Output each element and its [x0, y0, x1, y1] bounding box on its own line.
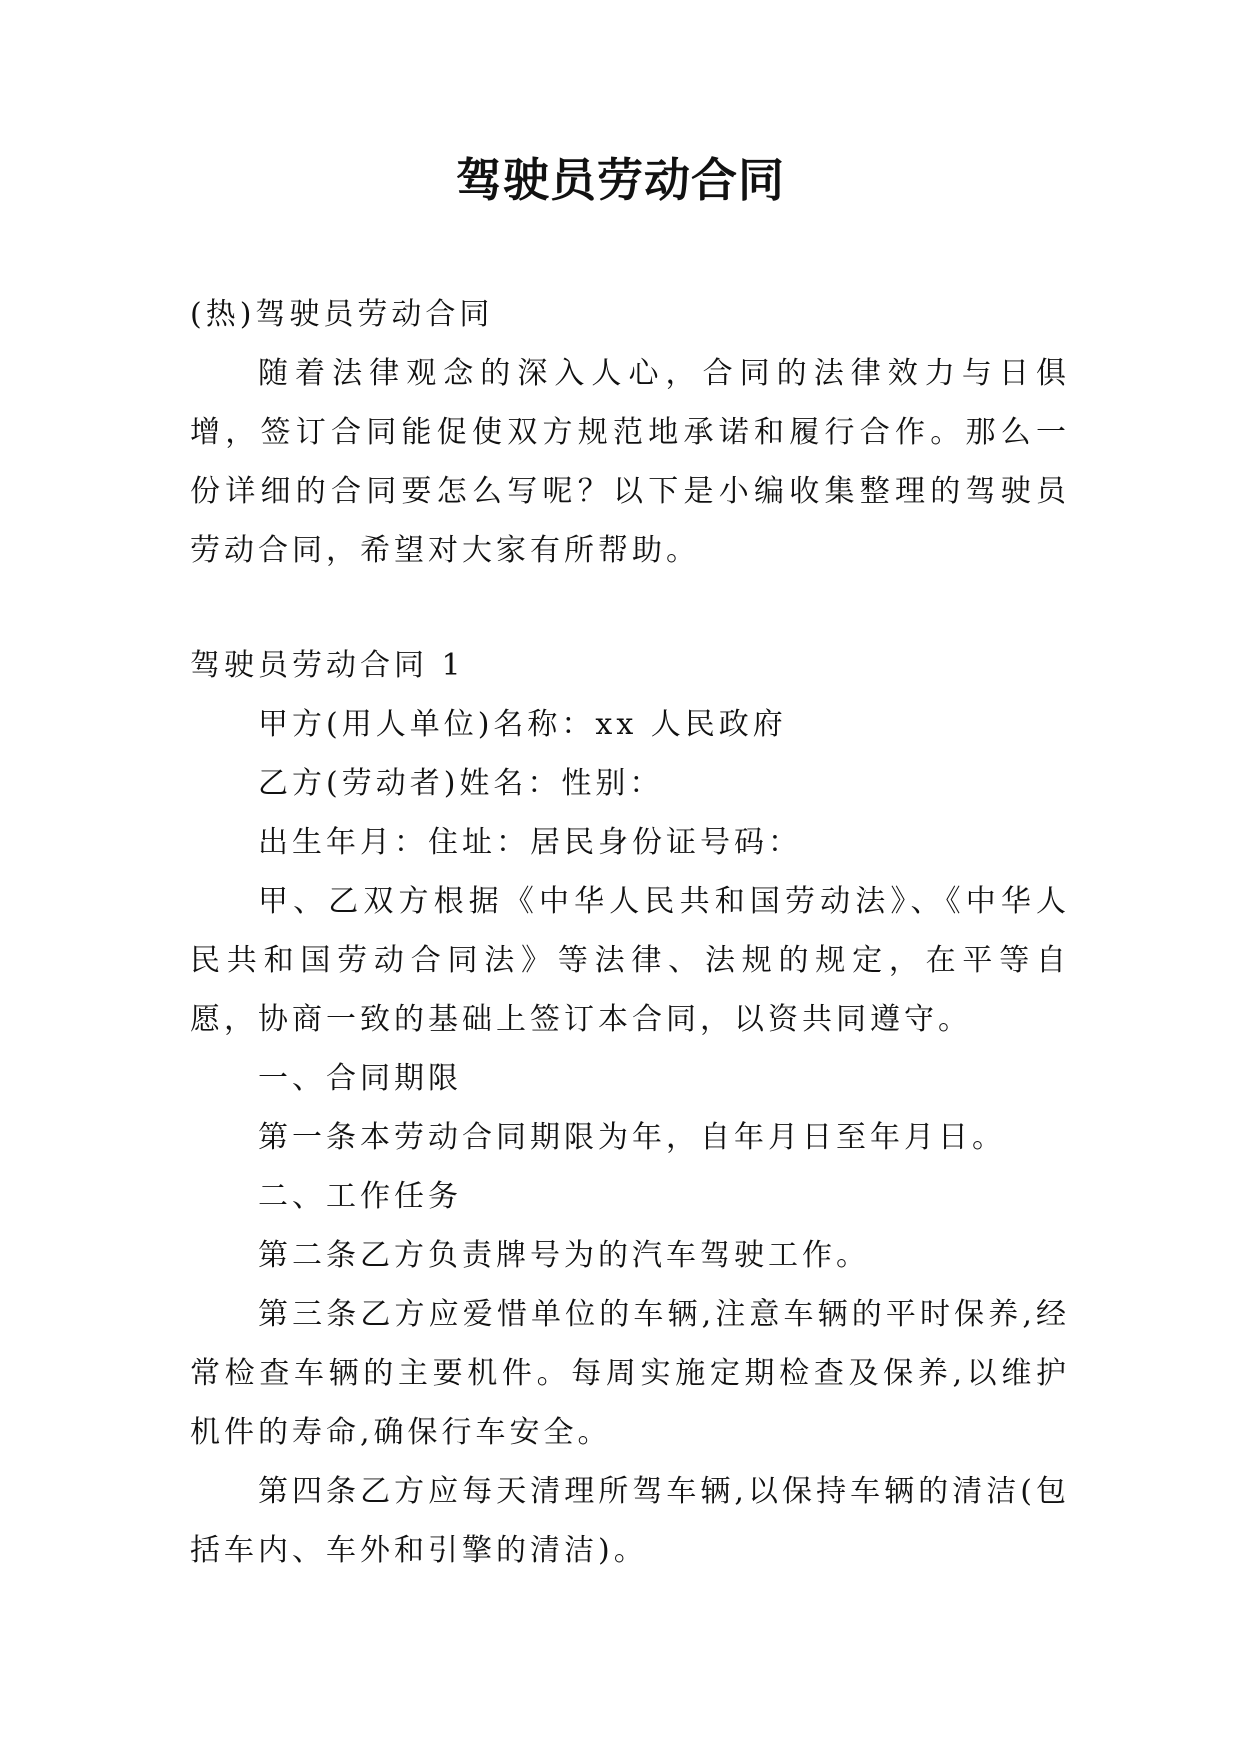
document-body: [190, 285, 1070, 1580]
document-subtitle: (热)驾驶员劳动合同: [190, 297, 494, 332]
clause-heading-term: 一、合同期限: [258, 1061, 462, 1096]
article-4: 第四条乙方应每天清理所驾车辆,以保持车辆的清洁(包括车内、车外和引擎的清洁)。: [190, 1474, 1070, 1568]
party-b-line: 乙方(劳动者)姓名：性别：: [258, 766, 664, 801]
preamble-paragraph: 甲、乙双方根据《中华人民共和国劳动法》、《中华人民共和国劳动合同法》等法律、法规的规定，在平等自愿，协商一致的基础上签订本合同，以资共同遵守。: [190, 884, 1070, 1037]
clause-heading-duties: 二、工作任务: [258, 1179, 462, 1214]
article-1: 第一条本劳动合同期限为年，自年月日至年月日。: [258, 1120, 1006, 1155]
article-3: 第三条乙方应爱惜单位的车辆,注意车辆的平时保养,经常检查车辆的主要机件。每周实施定期检查及保养,以维护机件的寿命,确保行车安全。: [190, 1297, 1070, 1450]
party-b-details-line: 出生年月：住址：居民身份证号码：: [258, 825, 802, 860]
section-spacer: [190, 580, 1070, 636]
article-2: 第二条乙方负责牌号为的汽车驾驶工作。: [258, 1238, 870, 1273]
intro-paragraph: 随着法律观念的深入人心，合同的法律效力与日俱增，签订合同能促使双方规范地承诺和履行合作。那么一份详细的合同要怎么写呢？以下是小编收集整理的驾驶员劳动合同，希望对大家有所帮助。: [190, 356, 1070, 568]
section-heading: 驾驶员劳动合同 1: [190, 648, 465, 683]
document-title: 驾驶员劳动合同: [456, 153, 785, 207]
party-a-line: 甲方(用人单位)名称：xx 人民政府: [258, 707, 787, 742]
